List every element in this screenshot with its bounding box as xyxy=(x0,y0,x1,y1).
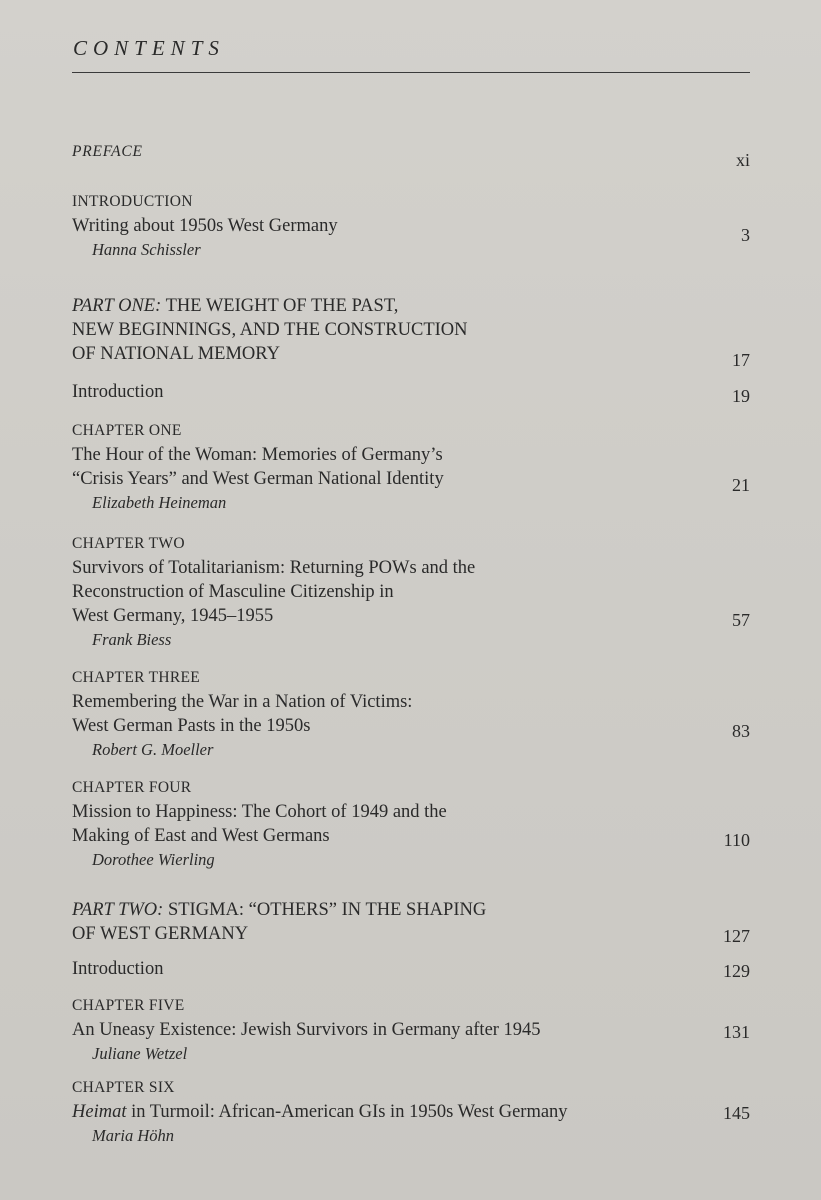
toc-entry-chapter-three xyxy=(72,666,750,762)
introduction-title: Writing about 1950s West Germany xyxy=(72,216,338,236)
toc-entry-chapter-six xyxy=(72,1076,750,1148)
chapter-author: Dorothee Wierling xyxy=(92,850,215,869)
chapter-page: 145 xyxy=(723,1103,750,1123)
chapter-label: CHAPTER ONE xyxy=(72,422,182,439)
chapter-title-line: The Hour of the Woman: Memories of Germany’s xyxy=(72,445,443,465)
toc-entry-introduction xyxy=(72,190,750,262)
chapter-title-line: Making of East and West Germans xyxy=(72,826,330,846)
introduction-page: 3 xyxy=(741,225,750,245)
toc-entry-part-one-introduction xyxy=(72,380,750,404)
chapter-title-line: Survivors of Totalitarianism: Returning POWs and the xyxy=(72,558,476,578)
part-one-title xyxy=(72,294,750,318)
part-one-line-1: THE WEIGHT OF THE PAST, xyxy=(165,296,399,316)
part-two-prefix: PART TWO: xyxy=(72,900,164,920)
chapter-six-title-rest: in Turmoil: African-American GIs in 1950s West Germany xyxy=(126,1102,568,1122)
chapter-author: Frank Biess xyxy=(92,630,172,649)
chapter-page: 83 xyxy=(732,721,750,741)
part-one-line-3: OF NATIONAL MEMORY xyxy=(72,344,280,364)
part-two-intro-page: 129 xyxy=(723,961,750,981)
chapter-page: 110 xyxy=(723,830,750,850)
chapter-title-line: Mission to Happiness: The Cohort of 1949 and the xyxy=(72,802,447,822)
part-one-line-2: NEW BEGINNINGS, AND THE CONSTRUCTION xyxy=(72,320,468,340)
chapter-author: Maria Höhn xyxy=(92,1126,175,1145)
toc-entry-chapter-four xyxy=(72,776,750,872)
chapter-author: Elizabeth Heineman xyxy=(92,493,227,512)
chapter-title-line: West Germany, 1945–1955 xyxy=(72,606,274,626)
chapter-author: Robert G. Moeller xyxy=(92,740,214,759)
toc-entry-part-two-introduction xyxy=(72,957,750,981)
chapter-title-line: “Crisis Years” and West German National Identity xyxy=(72,469,444,489)
preface-page: xi xyxy=(735,150,750,170)
introduction-label: INTRODUCTION xyxy=(72,193,193,210)
chapter-label: CHAPTER FIVE xyxy=(72,997,185,1014)
chapter-title-line: West German Pasts in the 1950s xyxy=(72,716,311,736)
chapter-page: 131 xyxy=(723,1022,750,1042)
chapter-six-title xyxy=(72,1100,750,1124)
chapter-title-line: Reconstruction of Masculine Citizenship in xyxy=(72,582,394,602)
preface-label: PREFACE xyxy=(72,143,143,160)
chapter-page: 21 xyxy=(732,475,750,495)
part-two-intro-label: Introduction xyxy=(72,959,164,979)
part-one-page: 17 xyxy=(732,350,750,370)
part-two-title xyxy=(72,898,750,922)
toc-entry-part-two xyxy=(72,898,750,946)
chapter-six-title-italic: Heimat xyxy=(72,1102,127,1122)
part-one-intro-page: 19 xyxy=(732,386,750,406)
part-two-line-1: STIGMA: “OTHERS” IN THE SHAPING xyxy=(167,900,487,920)
part-one-prefix: PART ONE: xyxy=(72,296,162,316)
chapter-title-line: Remembering the War in a Nation of Victims: xyxy=(72,692,413,712)
chapter-author: Juliane Wetzel xyxy=(92,1044,188,1063)
toc-entry-part-one xyxy=(72,294,750,370)
chapter-page: 57 xyxy=(732,610,750,630)
toc-entry-preface xyxy=(72,140,750,170)
chapter-label: CHAPTER TWO xyxy=(72,535,185,552)
part-one-intro-label: Introduction xyxy=(72,382,164,402)
toc-entry-chapter-one xyxy=(72,419,750,515)
part-two-page: 127 xyxy=(723,926,750,946)
chapter-label: CHAPTER SIX xyxy=(72,1079,175,1096)
heading-rule xyxy=(72,72,750,73)
chapter-label: CHAPTER THREE xyxy=(72,669,201,686)
introduction-author: Hanna Schissler xyxy=(92,240,201,259)
chapter-label: CHAPTER FOUR xyxy=(72,779,192,796)
contents-heading: CONTENTS xyxy=(73,36,225,60)
chapter-title-line: An Uneasy Existence: Jewish Survivors in Germany after 1945 xyxy=(72,1020,541,1040)
toc-entry-chapter-two xyxy=(72,532,750,652)
part-two-line-2: OF WEST GERMANY xyxy=(72,924,249,944)
toc-entry-chapter-five xyxy=(72,994,750,1066)
